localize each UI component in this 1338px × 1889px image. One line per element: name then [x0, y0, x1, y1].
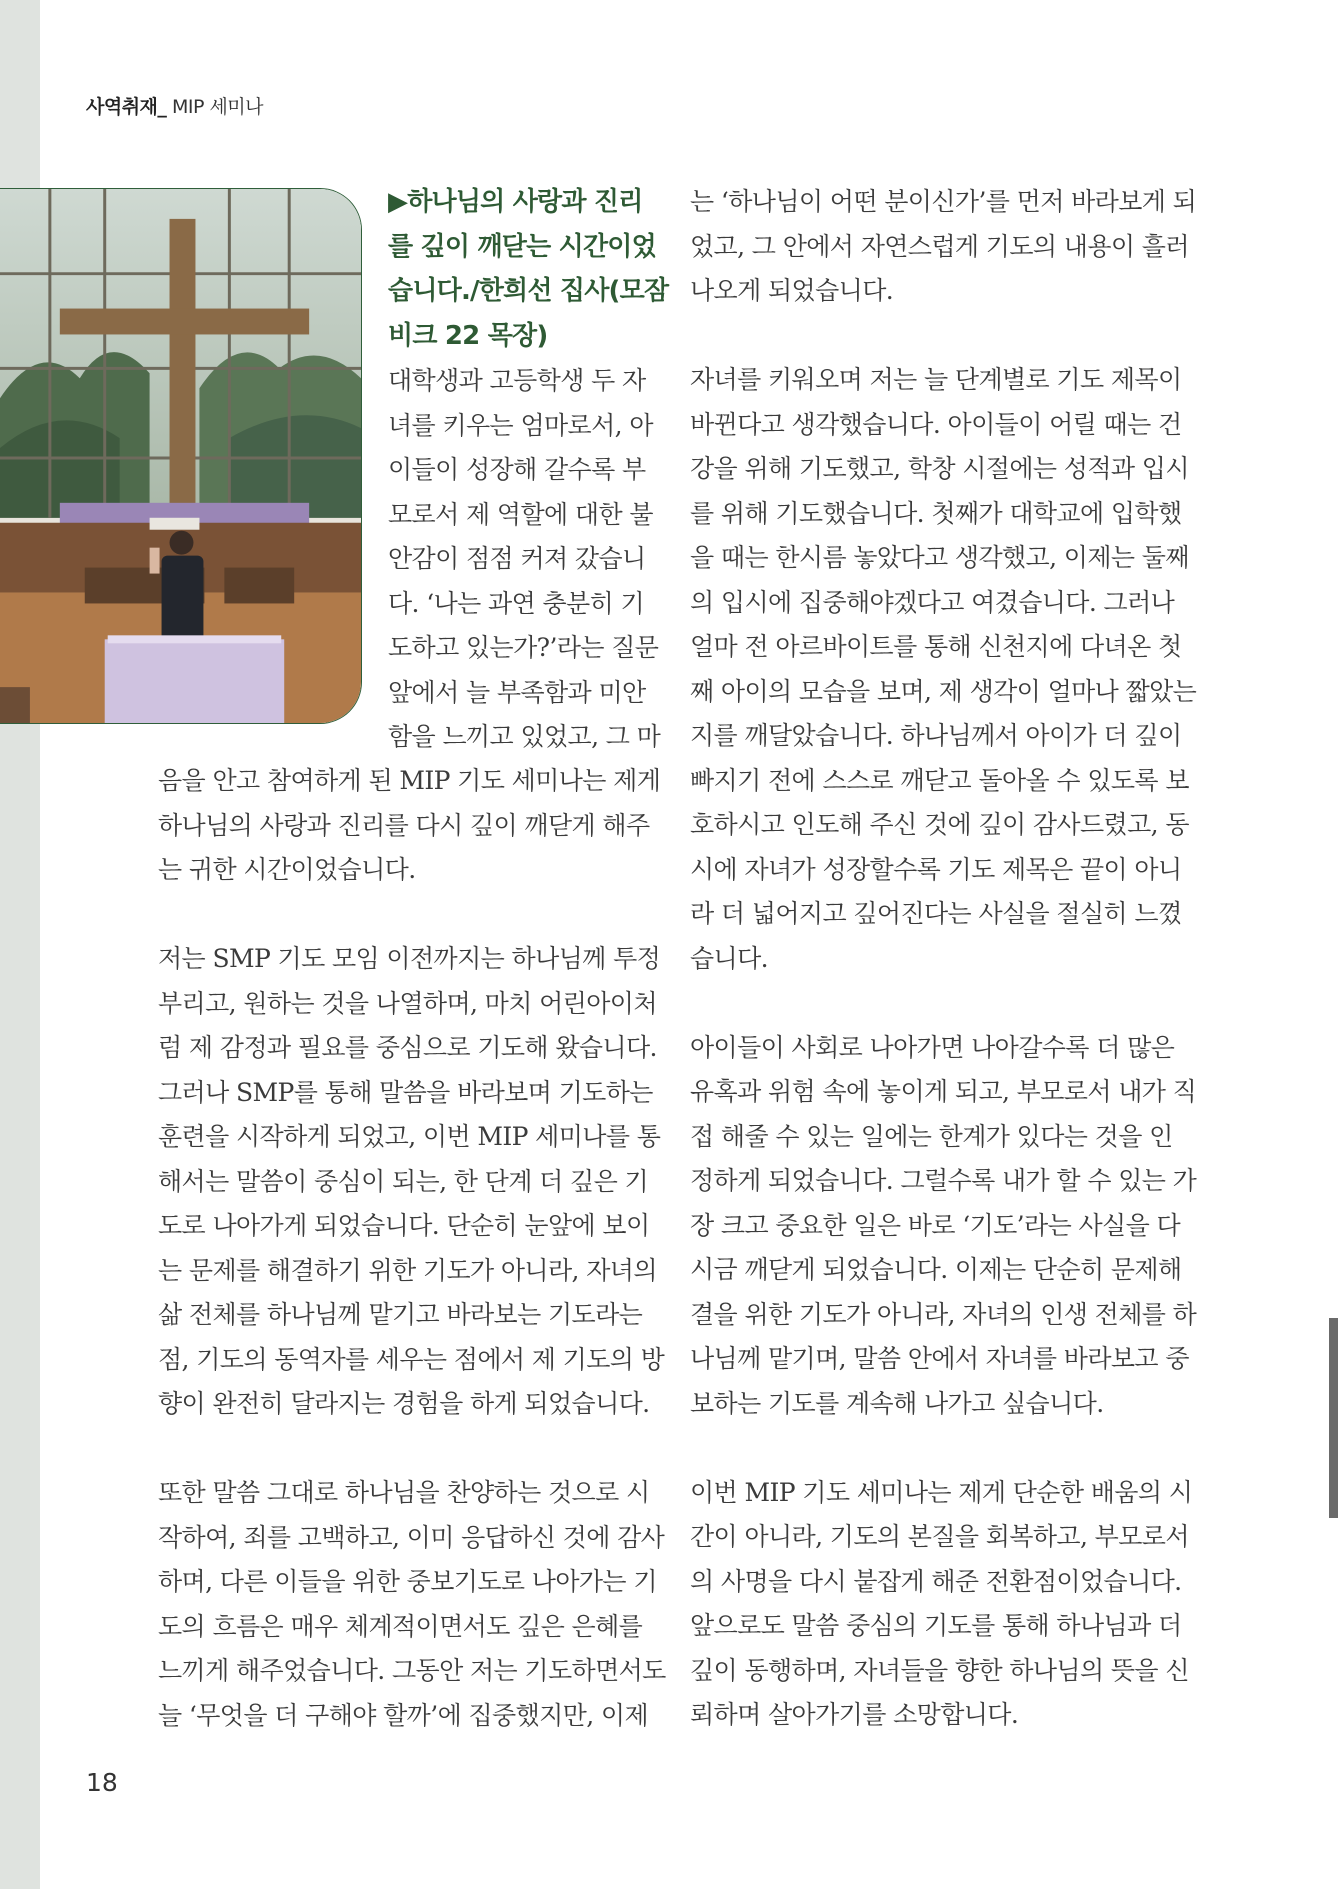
text-line: 시금 깨닫게 되었습니다. 이제는 단순히 문제해 — [690, 1255, 1182, 1284]
text-line: 지를 깨달았습니다. 하나님께서 아이가 더 깊이 — [690, 721, 1182, 750]
text-line: 라 더 넓어지고 깊어진다는 사실을 절실히 느꼈 — [690, 899, 1182, 928]
text-line: 뢰하며 살아가기를 소망합니다. — [690, 1700, 1019, 1729]
text-line: 나오게 되었습니다. — [690, 276, 894, 305]
text-line: 강을 위해 기도했고, 학창 시절에는 성적과 입시 — [690, 454, 1189, 483]
text-line: 는 귀한 시간이었습니다. — [158, 855, 416, 884]
text-line: 도의 흐름은 매우 체계적이면서도 깊은 은혜를 — [158, 1611, 643, 1641]
text-line: 자녀를 키워오며 저는 늘 단계별로 기도 제목이 — [690, 365, 1182, 394]
text-line: 또한 말씀 그대로 하나님을 찬양하는 것으로 시 — [158, 1478, 650, 1507]
text-line: 을 때는 한시름 놓았다고 생각했고, 이제는 둘째 — [690, 543, 1189, 572]
caption-line: ▶하나님의 사랑과 진리 — [388, 187, 643, 217]
text-line: 아이들이 사회로 나아가면 나아갈수록 더 많은 — [690, 1032, 1175, 1062]
text-line: 결을 위한 기도가 아니라, 자녀의 인생 전체를 하 — [690, 1299, 1197, 1329]
text-line: 느끼게 해주었습니다. 그동안 저는 기도하면서도 — [158, 1656, 666, 1685]
text-line: 녀를 키우는 엄마로서, 아 — [388, 410, 653, 440]
intro-wrap-text — [388, 359, 660, 760]
text-line: 보하는 기도를 계속해 나가고 싶습니다. — [690, 1388, 1104, 1418]
text-line: 깊이 동행하며, 자녀들을 향한 하나님의 뜻을 신 — [690, 1655, 1189, 1685]
text-line: 훈련을 시작하게 되었고, 이번 MIP 세미나를 통 — [158, 1122, 661, 1151]
text-line: 바뀐다고 생각했습니다. 아이들이 어릴 때는 건 — [690, 409, 1182, 439]
section-title: 사역취재_ — [86, 96, 167, 118]
text-line: 째 아이의 모습을 보며, 제 생각이 얼마나 짧았는 — [690, 676, 1197, 706]
text-line: 앞에서 늘 부족함과 미안 — [388, 677, 646, 707]
text-line: 부리고, 원하는 것을 나열하며, 마치 어린아이처 — [158, 988, 657, 1018]
text-line: 호하시고 인도해 주신 것에 깊이 감사드렸고, 동 — [690, 810, 1189, 839]
text-line: 해서는 말씀이 중심이 되는, 한 단계 더 깊은 기 — [158, 1166, 649, 1196]
photo-caption — [388, 180, 669, 358]
text-line: 대학생과 고등학생 두 자 — [388, 366, 646, 395]
text-line: 간이 아니라, 기도의 본질을 회복하고, 부모로서 — [690, 1522, 1189, 1551]
text-line: 앞으로도 말씀 중심의 기도를 통해 하나님과 더 — [690, 1611, 1182, 1640]
text-line: 었고, 그 안에서 자연스럽게 기도의 내용이 흘러 — [690, 231, 1189, 261]
text-line: 나님께 맡기며, 말씀 안에서 자녀를 바라보고 중 — [690, 1344, 1189, 1373]
church-photo — [0, 188, 362, 724]
text-line: 함을 느끼고 있었고, 그 마 — [388, 722, 661, 751]
text-line: 삶 전체를 하나님께 맡기고 바라보는 기도라는 — [158, 1300, 643, 1329]
text-line: 도하고 있는가?’라는 질문 — [388, 633, 659, 662]
text-line: 접 해줄 수 있는 일에는 한계가 있다는 것을 인 — [690, 1121, 1173, 1151]
text-line: 늘 ‘무엇을 더 구해야 할까’에 집중했지만, 이제 — [158, 1700, 649, 1730]
text-line: 는 ‘하나님이 어떤 분이신가’를 먼저 바라보게 되 — [690, 187, 1197, 216]
text-line: 얼마 전 아르바이트를 통해 신천지에 다녀온 첫 — [690, 632, 1182, 661]
text-line: 저는 SMP 기도 모임 이전까지는 하나님께 투정 — [158, 944, 661, 973]
text-line: 는 문제를 해결하기 위한 기도가 아니라, 자녀의 — [158, 1255, 657, 1285]
text-line: 도로 나아가게 되었습니다. 단순히 눈앞에 보이 — [158, 1211, 650, 1240]
text-line: 음을 안고 참여하게 된 MIP 기도 세미나는 제게 — [158, 766, 661, 795]
page-edge-tab — [1329, 1318, 1338, 1518]
text-line: 이번 MIP 기도 세미나는 제게 단순한 배움의 시 — [690, 1477, 1193, 1507]
text-line: 하나님의 사랑과 진리를 다시 깊이 깨닫게 해주 — [158, 810, 650, 840]
text-line: 안감이 점점 커져 갔습니 — [388, 544, 646, 573]
right-column — [690, 180, 1197, 1738]
text-line: 다. ‘나는 과연 충분히 기 — [388, 588, 645, 618]
text-line: 작하여, 죄를 고백하고, 이미 응답하신 것에 감사 — [158, 1522, 665, 1552]
text-line: 시에 자녀가 성장할수록 기도 제목은 끝이 아니 — [690, 854, 1182, 884]
text-line: 를 위해 기도했습니다. 첫째가 대학교에 입학했 — [690, 498, 1182, 528]
text-line: 장 크고 중요한 일은 바로 ‘기도’라는 사실을 다 — [690, 1210, 1181, 1240]
caption-line: 비크 22 목장) — [388, 320, 548, 351]
section-subtitle: MIP 세미나 — [166, 96, 264, 118]
text-line: 향이 완전히 달라지는 경험을 하게 되었습니다. — [158, 1389, 650, 1418]
caption-line: 습니다./한희선 집사(모잠 — [388, 276, 669, 306]
caption-line: 를 깊이 깨닫는 시간이었 — [388, 231, 656, 262]
text-line: 점, 기도의 동역자를 세우는 점에서 제 기도의 방 — [158, 1344, 665, 1374]
page-header — [86, 92, 263, 119]
page-number: 18 — [86, 1768, 118, 1797]
text-line: 하며, 다른 이들을 위한 중보기도로 나아가는 기 — [158, 1567, 657, 1596]
text-line: 유혹과 위험 속에 놓이게 되고, 부모로서 내가 직 — [690, 1077, 1197, 1106]
text-line: 럼 제 감정과 필요를 중심으로 기도해 왔습니다. — [158, 1033, 657, 1062]
text-line: 이들이 성장해 갈수록 부 — [388, 455, 646, 484]
text-line: 의 입시에 집중해야겠다고 여겼습니다. 그러나 — [690, 587, 1175, 617]
text-line: 의 사명을 다시 붙잡게 해준 전환점이었습니다. — [690, 1566, 1182, 1596]
text-line: 모로서 제 역할에 대한 불 — [388, 499, 653, 529]
text-line: 습니다. — [690, 943, 768, 973]
text-line: 빠지기 전에 스스로 깨닫고 돌아올 수 있도록 보 — [690, 765, 1189, 795]
text-line: 정하게 되었습니다. 그럴수록 내가 할 수 있는 가 — [690, 1166, 1197, 1195]
text-line: 그러나 SMP를 통해 말씀을 바라보며 기도하는 — [158, 1077, 653, 1107]
left-column — [158, 759, 666, 1738]
photo-illustration — [0, 189, 361, 723]
